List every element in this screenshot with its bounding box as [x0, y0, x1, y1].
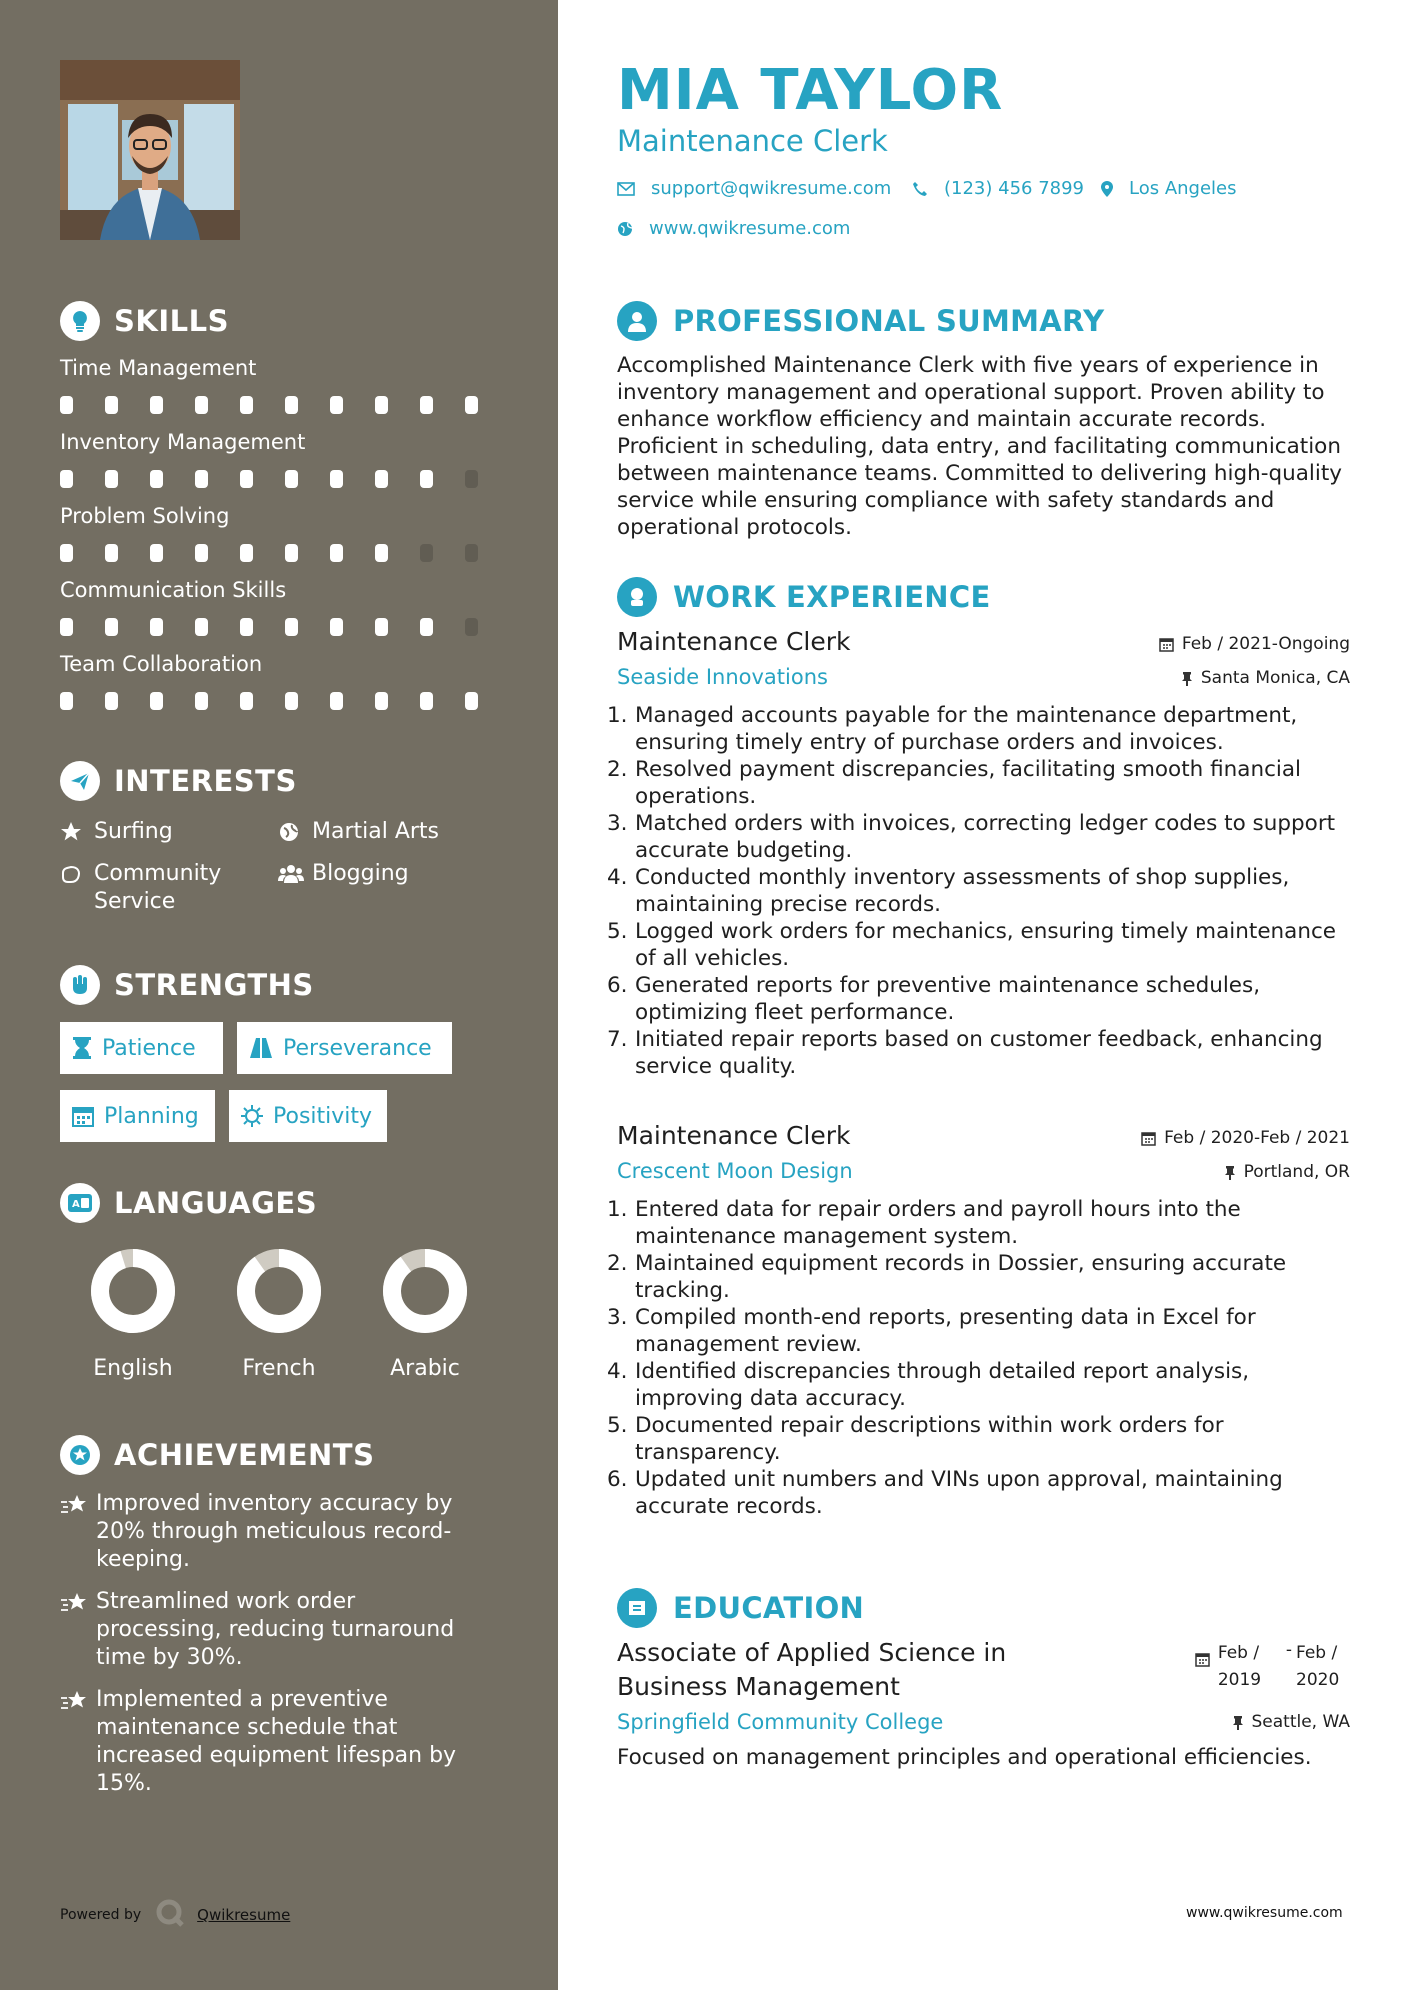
svg-text:A: A — [72, 1199, 80, 1210]
rating-dot — [465, 470, 478, 488]
rating-dot — [420, 470, 433, 488]
rating-dot — [420, 544, 433, 562]
skill-item — [60, 354, 510, 416]
achievement-text: Improved inventory accuracy by 20% through meticulous record-keeping. — [96, 1491, 453, 1572]
profile-photo — [60, 60, 240, 240]
calendar-icon — [1141, 1131, 1156, 1146]
language-level-ring — [90, 1248, 176, 1334]
candidate-name: MIA TAYLOR — [617, 58, 1004, 123]
education-location: Seattle, WA — [1232, 1712, 1351, 1732]
job-dates: Feb / 2021-Ongoing — [1159, 634, 1350, 654]
lightbulb-icon — [60, 301, 100, 341]
summary-text: Accomplished Maintenance Clerk with five years of experience in inventory management and operational support. Proven ability to enhance workflow efficiency and maintain accurate records. Proficient in scheduling, data entry, and facilitating communication between maintenance teams. Committed to delivering high-quality service while ensuring compliance with safety standards and operational protocols. — [617, 353, 1343, 540]
school-name: Springfield Community College — [617, 1710, 944, 1734]
interest-item: Surfing — [60, 818, 278, 846]
rating-dot — [375, 544, 388, 562]
responsibility-item: 3. Matched orders with invoices, correcting ledger codes to support accurate budgeting. — [607, 811, 1336, 863]
languages-heading: A LANGUAGES — [60, 1182, 510, 1224]
rating-dot — [60, 692, 73, 710]
skill-rating — [60, 692, 510, 712]
rating-dot — [465, 544, 478, 562]
rating-dot — [375, 470, 388, 488]
contact-email[interactable]: support@qwikresume.com — [617, 178, 891, 199]
user-icon — [617, 301, 657, 341]
achievement-item — [60, 1588, 510, 1672]
rating-dot — [330, 470, 343, 488]
rating-dot — [60, 470, 73, 488]
ring-fill — [100, 1258, 166, 1324]
skills-heading: SKILLS — [60, 300, 510, 342]
star-speed-icon — [60, 1689, 96, 1719]
calendar-icon — [1195, 1652, 1210, 1667]
globe-icon — [617, 221, 633, 237]
responsibility-item: 5. Documented repair descriptions within work orders for transparency. — [607, 1413, 1224, 1465]
rating-dot — [285, 618, 298, 636]
responsibility-item: 1. Managed accounts payable for the maintenance department, ensuring timely entry of purchase orders and invoices. — [607, 703, 1298, 755]
contact-location: Los Angeles — [1101, 178, 1237, 199]
rating-dot — [420, 396, 433, 414]
skill-name: Time Management — [60, 356, 257, 380]
job-responsibilities — [607, 702, 1350, 1080]
skill-name: Inventory Management — [60, 430, 306, 454]
rating-dot — [150, 618, 163, 636]
rating-dot — [375, 396, 388, 414]
achievement-text: Implemented a preventive maintenance schedule that increased equipment lifespan by 15%. — [96, 1687, 457, 1796]
star-speed-icon — [60, 1591, 96, 1621]
skill-name: Team Collaboration — [60, 652, 263, 676]
interests-section — [60, 760, 510, 916]
responsibility-item: 1. Entered data for repair orders and payroll hours into the maintenance management system. — [607, 1197, 1241, 1249]
contact-website[interactable]: www.qwikresume.com — [617, 218, 850, 239]
rating-dot — [465, 618, 478, 636]
medal-icon — [60, 1435, 100, 1475]
hourglass-icon — [72, 1037, 92, 1059]
rating-dot — [420, 618, 433, 636]
language-icon — [60, 1183, 100, 1223]
fist-icon — [60, 965, 100, 1005]
responsibility-item: 2. Maintained equipment records in Dossier, ensuring accurate tracking. — [607, 1251, 1287, 1303]
rating-dot — [60, 618, 73, 636]
rating-dot — [60, 544, 73, 562]
paper-plane-icon — [60, 761, 100, 801]
graduation-icon — [617, 1588, 657, 1628]
rating-dot — [330, 544, 343, 562]
education-heading: EDUCATION — [617, 1587, 864, 1629]
rating-dot — [285, 544, 298, 562]
briefcase-icon — [617, 577, 657, 617]
job-responsibilities — [607, 1196, 1350, 1520]
skill-rating — [60, 470, 510, 490]
strength-badge: Perseverance — [237, 1022, 452, 1074]
rating-dot — [285, 692, 298, 710]
skill-rating — [60, 618, 510, 638]
road-icon — [249, 1038, 273, 1058]
strength-badge: Patience — [60, 1022, 223, 1074]
job-location: Portland, OR — [1224, 1162, 1350, 1182]
education-entry — [617, 1636, 1350, 1771]
education-dates: Feb / 2019 - Feb / 2020 — [1195, 1640, 1350, 1694]
pin-icon — [1224, 1165, 1236, 1180]
rating-dot — [240, 618, 253, 636]
contact-phone[interactable]: (123) 456 7899 — [912, 178, 1084, 199]
language-item — [352, 1248, 498, 1381]
education-description: Focused on management principles and operational efficiencies. — [617, 1745, 1312, 1770]
rating-dot — [465, 692, 478, 710]
strength-badge: Positivity — [229, 1090, 387, 1142]
rating-dot — [195, 544, 208, 562]
job-title: Maintenance Clerk — [617, 1121, 851, 1150]
rating-dot — [330, 618, 343, 636]
skill-item — [60, 650, 510, 712]
job-dates: Feb / 2020-Feb / 2021 — [1141, 1128, 1350, 1148]
sidebar — [0, 0, 558, 1990]
users-icon — [278, 860, 304, 888]
responsibility-item: 7. Initiated repair reports based on customer feedback, enhancing service quality. — [607, 1027, 1323, 1079]
interest-item: Martial Arts — [278, 818, 498, 846]
interest-item: Community Service — [60, 860, 278, 916]
language-item — [206, 1248, 352, 1381]
responsibility-item: 4. Identified discrepancies through detailed report analysis, improving data accuracy. — [607, 1359, 1250, 1411]
strength-badge: Planning — [60, 1090, 215, 1142]
achievements-section — [60, 1434, 510, 1798]
achievement-item — [60, 1490, 510, 1574]
language-level-ring — [382, 1248, 468, 1334]
rating-dot — [465, 396, 478, 414]
strengths-heading: STRENGTHS — [60, 964, 510, 1006]
interests-heading: INTERESTS — [60, 760, 510, 802]
sun-icon — [241, 1105, 263, 1127]
rating-dot — [195, 470, 208, 488]
candidate-title: Maintenance Clerk — [617, 124, 888, 158]
rating-dot — [60, 396, 73, 414]
company-name: Seaside Innovations — [617, 665, 828, 689]
qwikresume-logo-icon — [155, 1898, 185, 1932]
skill-name: Communication Skills — [60, 578, 287, 602]
footer-website[interactable]: www.qwikresume.com — [1186, 1905, 1343, 1921]
achievements-heading: ACHIEVEMENTS — [60, 1434, 510, 1476]
star-speed-icon — [60, 1493, 96, 1523]
rating-dot — [240, 544, 253, 562]
powered-by: Powered by Qwikresume — [60, 1898, 290, 1932]
language-item — [60, 1248, 206, 1381]
language-name: English — [93, 1356, 173, 1381]
summary-heading: PROFESSIONAL SUMMARY — [617, 300, 1104, 342]
rating-dot — [195, 618, 208, 636]
interest-item: Blogging — [278, 860, 498, 916]
hand-icon — [60, 860, 86, 888]
rating-dot — [105, 544, 118, 562]
qwikresume-link[interactable]: Qwikresume — [197, 1906, 291, 1924]
skill-item — [60, 428, 510, 490]
rating-dot — [150, 692, 163, 710]
language-level-ring — [236, 1248, 322, 1334]
pin-icon — [1181, 671, 1193, 686]
skill-rating — [60, 396, 510, 416]
rating-dot — [195, 396, 208, 414]
languages-section — [60, 1182, 510, 1381]
rating-dot — [285, 396, 298, 414]
company-name: Crescent Moon Design — [617, 1159, 853, 1183]
language-name: Arabic — [390, 1356, 460, 1381]
rating-dot — [195, 692, 208, 710]
rating-dot — [240, 470, 253, 488]
achievement-text: Streamlined work order processing, reducing turnaround time by 30%. — [96, 1589, 455, 1670]
skill-item — [60, 502, 510, 564]
skill-name: Problem Solving — [60, 504, 230, 528]
experience-heading: WORK EXPERIENCE — [617, 576, 991, 618]
star-icon — [60, 818, 86, 846]
rating-dot — [375, 692, 388, 710]
job-entry — [607, 1120, 1350, 1520]
envelope-icon — [617, 182, 635, 196]
rating-dot — [105, 692, 118, 710]
pin-icon — [1232, 1715, 1244, 1730]
globe-icon — [278, 818, 304, 846]
ring-fill — [246, 1258, 312, 1324]
rating-dot — [330, 692, 343, 710]
degree: Associate of Applied Science in Business Management — [617, 1638, 1007, 1701]
skills-section — [60, 300, 510, 712]
calendar-icon — [72, 1105, 94, 1127]
responsibility-item: 6. Generated reports for preventive maintenance schedules, optimizing fleet performance. — [607, 973, 1261, 1025]
responsibility-item: 3. Compiled month-end reports, presenting data in Excel for management review. — [607, 1305, 1256, 1357]
skill-rating — [60, 544, 510, 564]
achievement-item — [60, 1686, 510, 1798]
language-name: French — [242, 1356, 316, 1381]
rating-dot — [420, 692, 433, 710]
strengths-section — [60, 964, 510, 1142]
calendar-icon — [1159, 637, 1174, 652]
rating-dot — [240, 692, 253, 710]
rating-dot — [375, 618, 388, 636]
ring-fill — [392, 1258, 458, 1324]
responsibility-item: 4. Conducted monthly inventory assessments of shop supplies, maintaining precise records. — [607, 865, 1290, 917]
rating-dot — [330, 396, 343, 414]
job-title: Maintenance Clerk — [617, 627, 851, 656]
skill-item — [60, 576, 510, 638]
rating-dot — [105, 618, 118, 636]
rating-dot — [285, 470, 298, 488]
responsibility-item: 5. Logged work orders for mechanics, ensuring timely maintenance of all vehicles. — [607, 919, 1337, 971]
rating-dot — [150, 470, 163, 488]
rating-dot — [150, 544, 163, 562]
map-pin-icon — [1101, 181, 1113, 197]
job-location: Santa Monica, CA — [1181, 668, 1350, 688]
responsibility-item: 2. Resolved payment discrepancies, facilitating smooth financial operations. — [607, 757, 1302, 809]
rating-dot — [105, 396, 118, 414]
job-entry — [607, 626, 1350, 1080]
responsibility-item: 6. Updated unit numbers and VINs upon approval, maintaining accurate records. — [607, 1467, 1283, 1519]
rating-dot — [150, 396, 163, 414]
rating-dot — [105, 470, 118, 488]
rating-dot — [240, 396, 253, 414]
phone-icon — [912, 181, 928, 197]
